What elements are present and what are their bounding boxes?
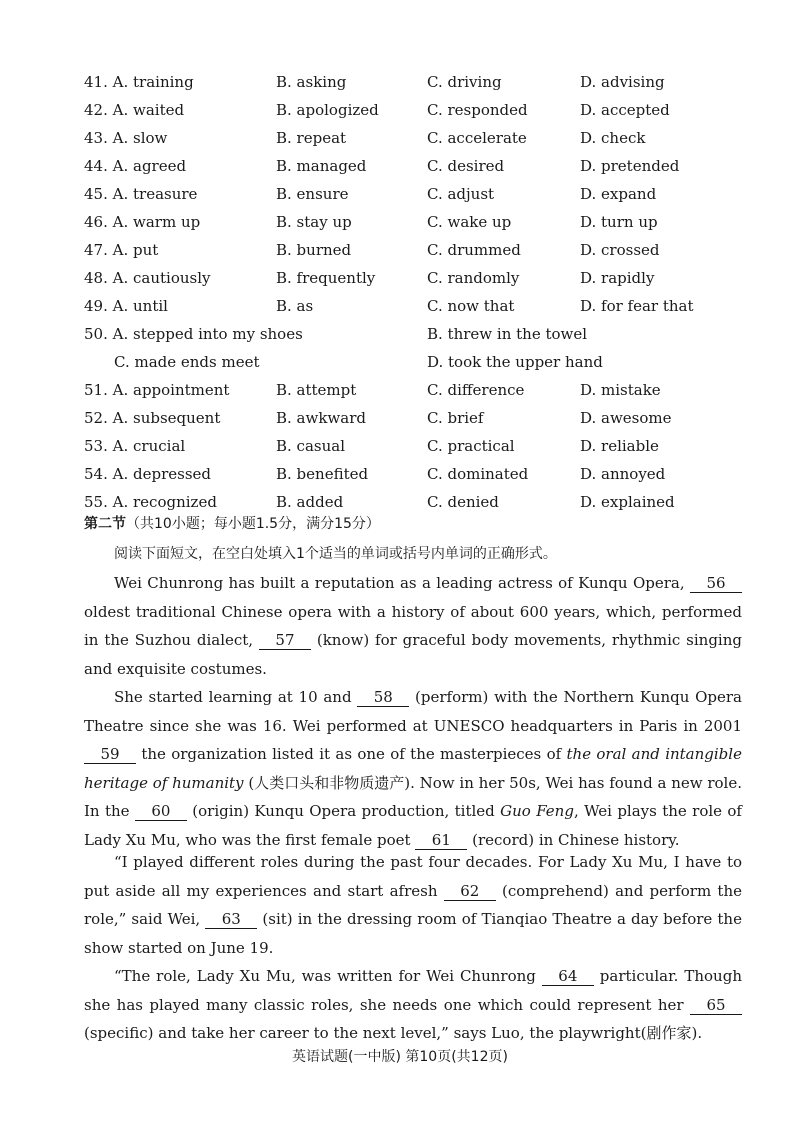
option-a: A. crucial bbox=[112, 437, 186, 455]
option-row-50b bbox=[0, 348, 800, 376]
question-number: 46. bbox=[84, 213, 108, 231]
option-d: D. awesome bbox=[580, 409, 672, 427]
option-d: D. mistake bbox=[580, 381, 661, 399]
options-block bbox=[0, 68, 800, 516]
option-c: C. accelerate bbox=[427, 129, 527, 147]
question-number: 45. bbox=[84, 185, 108, 203]
option-d: D. took the upper hand bbox=[427, 353, 603, 371]
blank-63[interactable]: 63 bbox=[205, 910, 257, 929]
option-b: B. stay up bbox=[276, 213, 352, 231]
question-number: 53. bbox=[84, 437, 108, 455]
option-d: D. explained bbox=[580, 493, 675, 511]
blank-65[interactable]: 65 bbox=[690, 996, 742, 1015]
section-title: 第二节 bbox=[84, 516, 126, 532]
option-c: C. denied bbox=[427, 493, 499, 511]
option-c: C. desired bbox=[427, 157, 505, 175]
option-c: C. driving bbox=[427, 73, 502, 91]
blank-58[interactable]: 58 bbox=[357, 688, 409, 707]
question-number: 47. bbox=[84, 241, 108, 259]
question-number: 54. bbox=[84, 465, 108, 483]
option-b: B. managed bbox=[276, 157, 367, 175]
question-number: 49. bbox=[84, 297, 108, 315]
option-c: C. brief bbox=[427, 409, 484, 427]
option-b: B. awkward bbox=[276, 409, 366, 427]
option-d: D. pretended bbox=[580, 157, 680, 175]
option-b: B. apologized bbox=[276, 101, 379, 119]
production-title: Guo Feng bbox=[500, 802, 574, 820]
question-number: 52. bbox=[84, 409, 108, 427]
question-number: 48. bbox=[84, 269, 108, 287]
question-number: 43. bbox=[84, 129, 108, 147]
option-d: D. reliable bbox=[580, 437, 659, 455]
option-row-42 bbox=[0, 96, 800, 124]
option-b: B. frequently bbox=[276, 269, 376, 287]
option-b: B. added bbox=[276, 493, 344, 511]
option-c: C. practical bbox=[427, 437, 515, 455]
option-row-54 bbox=[0, 460, 800, 488]
section-instruction: 阅读下面短文，在空白处填入1个适当的单词或括号内单词的正确形式。 bbox=[114, 546, 557, 562]
option-c: C. now that bbox=[427, 297, 515, 315]
option-row-43 bbox=[0, 124, 800, 152]
passage-paragraph-3: “I played different roles during the past four decades. For Lady Xu Mu, I have to put aside all my experiences and start afresh 62 (comprehend) and perform the role,” said Wei, 63 (sit) in the dressing room of Tianqiao Theatre a day before the show started on June 19. bbox=[84, 853, 742, 957]
option-row-52 bbox=[0, 404, 800, 432]
option-row-48 bbox=[0, 264, 800, 292]
option-row-46 bbox=[0, 208, 800, 236]
option-d: D. annoyed bbox=[580, 465, 666, 483]
option-row-41 bbox=[0, 68, 800, 96]
option-a: A. recognized bbox=[112, 493, 217, 511]
option-a: A. put bbox=[112, 241, 159, 259]
option-b: B. as bbox=[276, 297, 314, 315]
option-a: A. agreed bbox=[112, 157, 187, 175]
option-b: B. casual bbox=[276, 437, 346, 455]
question-number: 51. bbox=[84, 381, 108, 399]
blank-59[interactable]: 59 bbox=[84, 745, 136, 764]
option-b: B. attempt bbox=[276, 381, 357, 399]
question-number: 44. bbox=[84, 157, 108, 175]
option-d: D. accepted bbox=[580, 101, 670, 119]
option-a: A. until bbox=[112, 297, 168, 315]
passage-paragraph-4: “The role, Lady Xu Mu, was written for Wei Chunrong 64 particular. Though she has played many classic roles, she needs one which could represent her 65 (specific) and take her career to the next level,” says Luo, the playwright(剧作家). bbox=[84, 967, 742, 1042]
option-c: C. dominated bbox=[427, 465, 529, 483]
page-footer: 英语试题(一中版) 第10页(共12页) bbox=[292, 1049, 508, 1065]
option-row-53 bbox=[0, 432, 800, 460]
option-d: D. check bbox=[580, 129, 646, 147]
option-a: A. subsequent bbox=[112, 409, 221, 427]
option-d: D. rapidly bbox=[580, 269, 655, 287]
question-number: 42. bbox=[84, 101, 108, 119]
option-c: C. difference bbox=[427, 381, 525, 399]
option-b: B. burned bbox=[276, 241, 352, 259]
option-b: B. benefited bbox=[276, 465, 369, 483]
option-b: B. ensure bbox=[276, 185, 349, 203]
option-d: D. for fear that bbox=[580, 297, 694, 315]
option-row-55 bbox=[0, 488, 800, 516]
blank-64[interactable]: 64 bbox=[542, 967, 594, 986]
option-row-47 bbox=[0, 236, 800, 264]
option-d: D. turn up bbox=[580, 213, 658, 231]
blank-62[interactable]: 62 bbox=[444, 882, 496, 901]
option-a: A. waited bbox=[112, 101, 185, 119]
option-c: C. wake up bbox=[427, 213, 512, 231]
option-c: C. randomly bbox=[427, 269, 520, 287]
option-a: A. warm up bbox=[112, 213, 201, 231]
passage-paragraph-1: Wei Chunrong has built a reputation as a leading actress of Kunqu Opera, 56 oldest traditional Chinese opera with a history of about 600 years, which, performed in the Suzhou dialect, 57 (know) for graceful body movements, rhythmic singing and exquisite costumes. bbox=[84, 574, 742, 678]
blank-57[interactable]: 57 bbox=[259, 631, 311, 650]
section-note: （共10小题；每小题1.5分，满分15分） bbox=[126, 516, 380, 532]
option-row-51 bbox=[0, 376, 800, 404]
option-d: D. crossed bbox=[580, 241, 660, 259]
option-b: B. threw in the towel bbox=[427, 325, 588, 343]
option-c: C. adjust bbox=[427, 185, 495, 203]
question-number: 55. bbox=[84, 493, 108, 511]
option-a: A. cautiously bbox=[112, 269, 211, 287]
option-row-50a bbox=[0, 320, 800, 348]
option-a: A. slow bbox=[112, 129, 168, 147]
italic-phrase: the oral and intangible heritage of humanity bbox=[84, 745, 742, 792]
option-a: A. depressed bbox=[112, 465, 212, 483]
question-number: 41. bbox=[84, 73, 108, 91]
passage-paragraph-2: She started learning at 10 and 58 (perform) with the Northern Kunqu Opera Theatre since she was 16. Wei performed at UNESCO headquarters in Paris in 2001 59 the organization listed it as one of the masterpieces of the oral and intangible heritage of humanity (人类口头和非物质遗产). Now in her 50s, Wei has found a new role. In the 60 (origin) Kunqu Opera production, titled Guo Feng, Wei plays the role of Lady Xu Mu, who was the first female poet 61 (record) in Chinese history. bbox=[84, 688, 742, 849]
option-c: C. responded bbox=[427, 101, 528, 119]
question-number: 50. bbox=[84, 325, 108, 343]
option-c: C. drummed bbox=[427, 241, 521, 259]
option-a: A. appointment bbox=[112, 381, 230, 399]
option-a: A. training bbox=[112, 73, 194, 91]
option-b: B. asking bbox=[276, 73, 347, 91]
option-row-44 bbox=[0, 152, 800, 180]
blank-60[interactable]: 60 bbox=[135, 802, 187, 821]
option-row-45 bbox=[0, 180, 800, 208]
blank-61[interactable]: 61 bbox=[415, 831, 467, 850]
option-row-49 bbox=[0, 292, 800, 320]
option-c: C. made ends meet bbox=[114, 353, 260, 371]
option-d: D. expand bbox=[580, 185, 657, 203]
option-b: B. repeat bbox=[276, 129, 347, 147]
option-d: D. advising bbox=[580, 73, 665, 91]
option-a: A. treasure bbox=[112, 185, 198, 203]
section-heading bbox=[84, 513, 380, 533]
option-a: A. stepped into my shoes bbox=[112, 325, 303, 343]
blank-56[interactable]: 56 bbox=[690, 574, 742, 593]
